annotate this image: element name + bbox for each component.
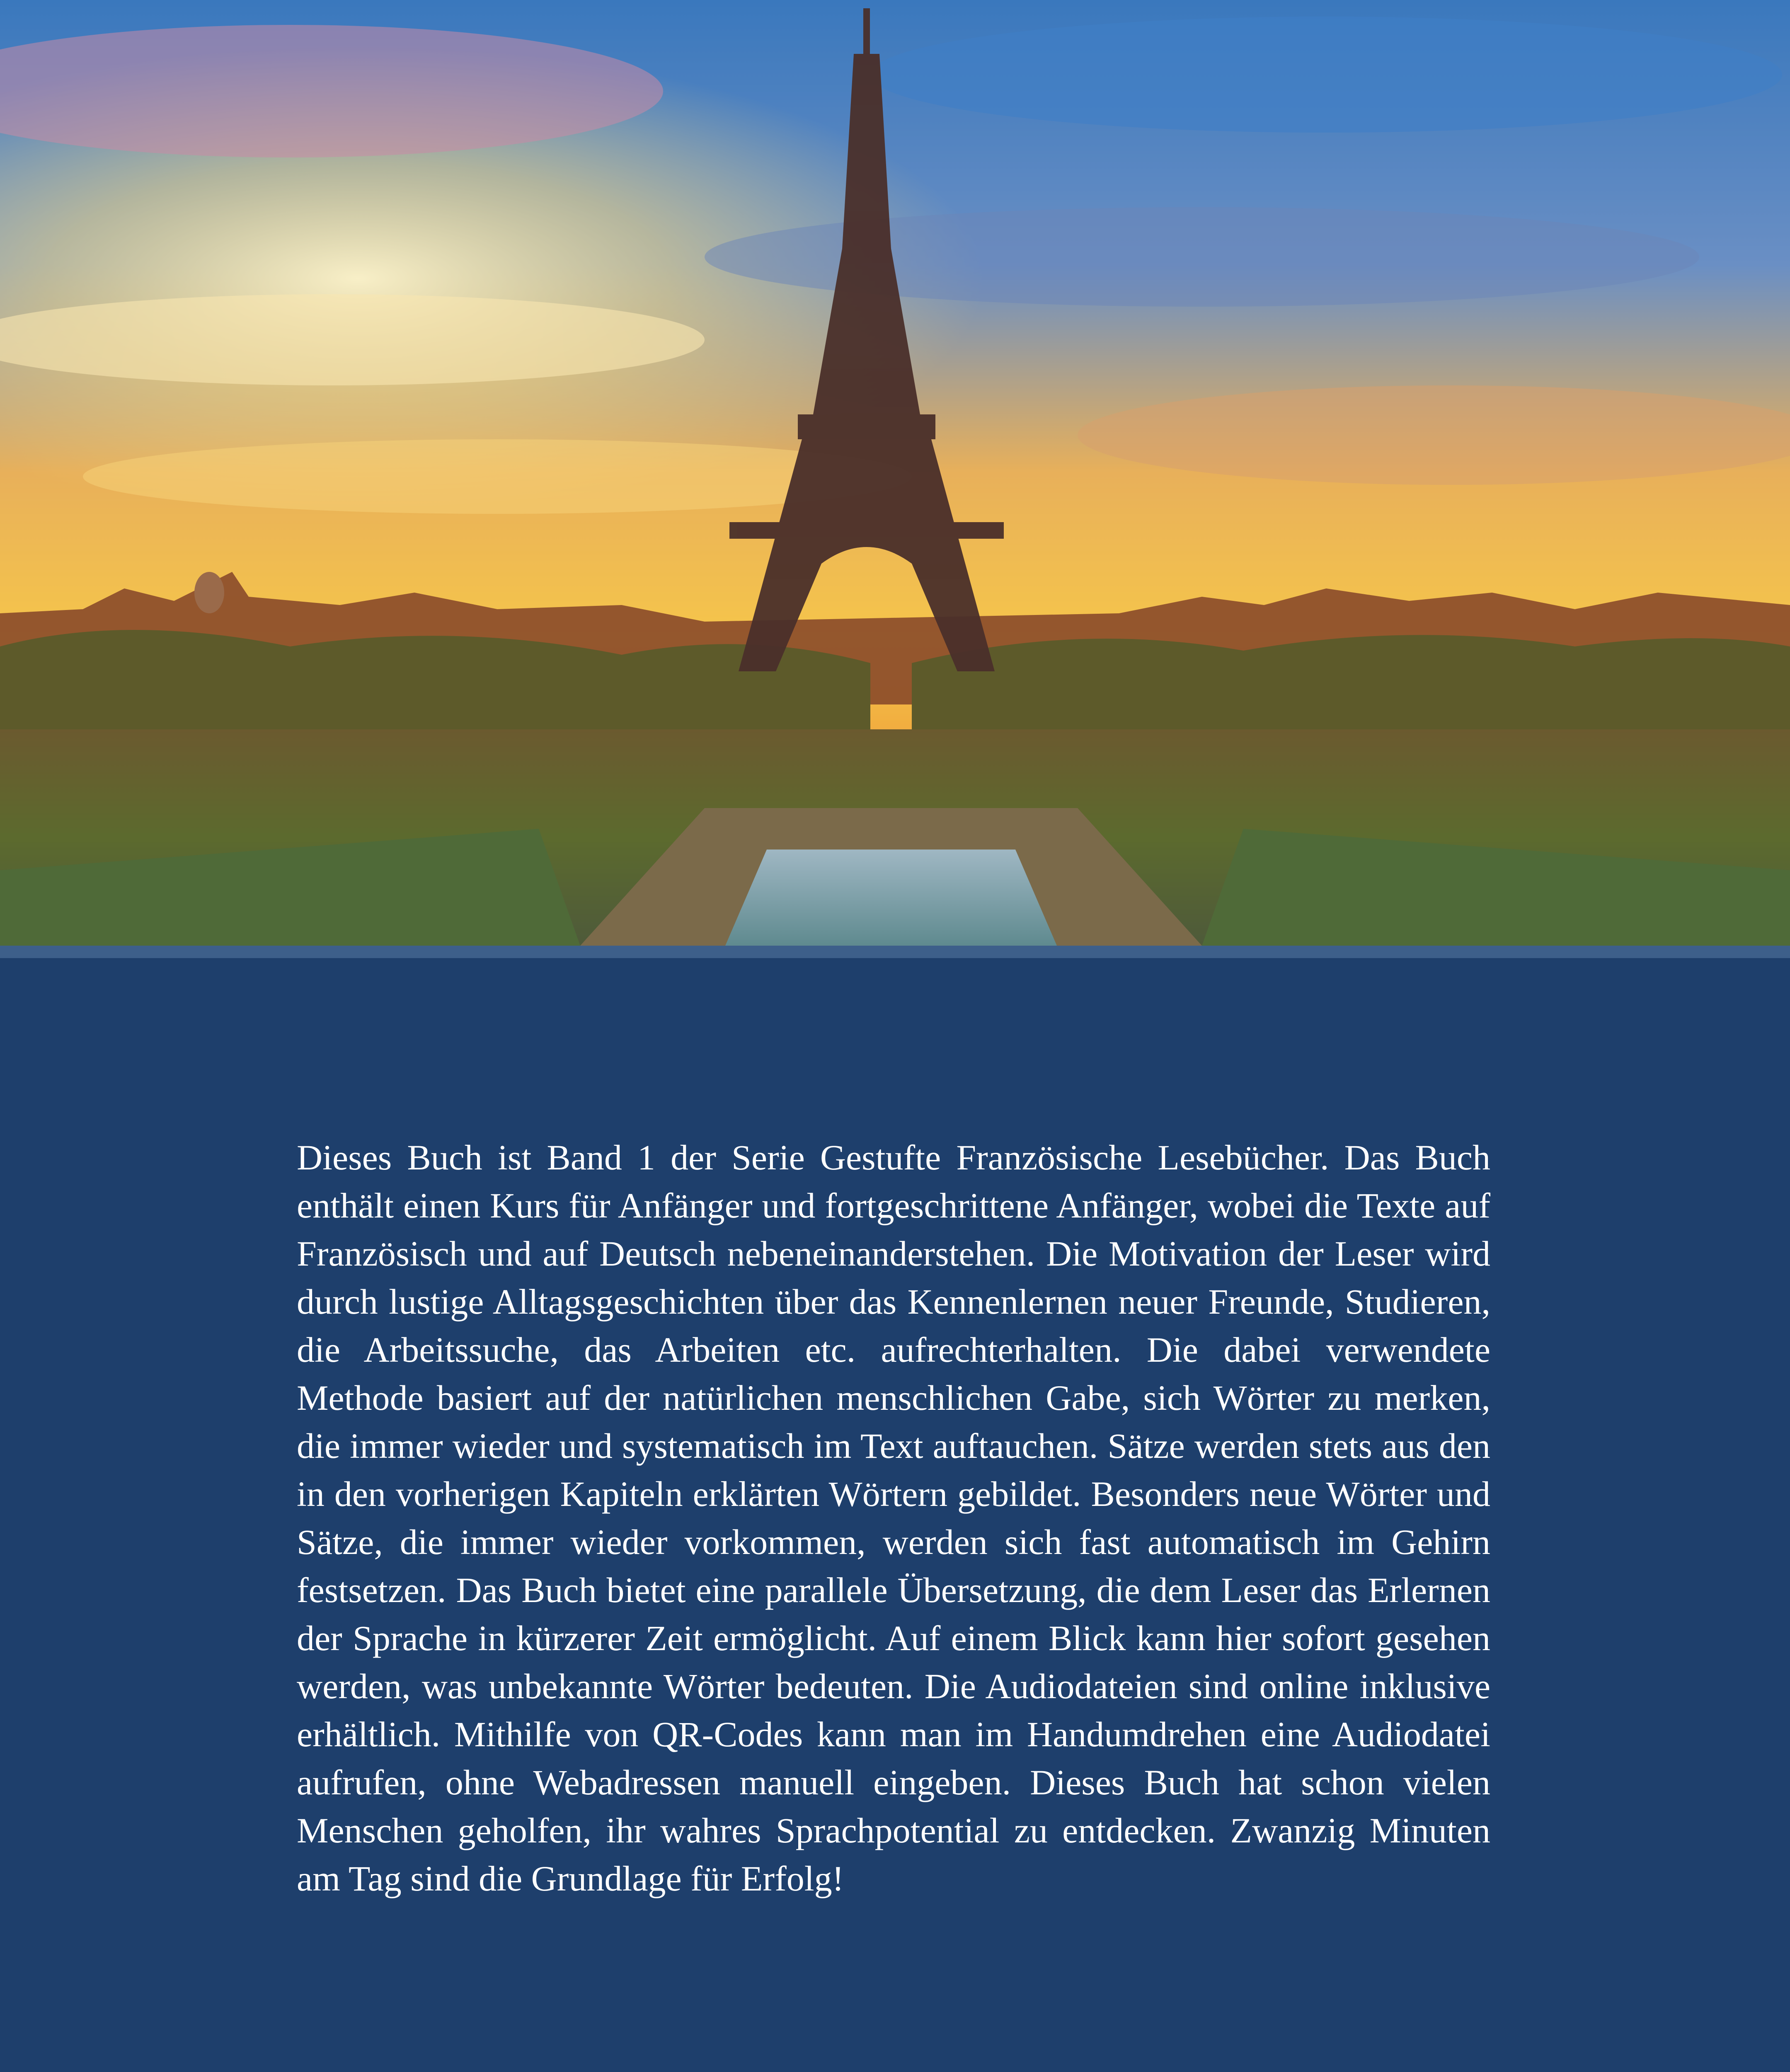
cover-image [0, 0, 1790, 946]
divider-band [0, 946, 1790, 958]
back-cover-blurb: Dieses Buch ist Band 1 der Serie Gestufte Französische Lesebücher. Das Buch enthält einen Kurs für Anfänger und fortgeschrittene Anfänger, wobei die Texte auf Französisch und auf Deutsch nebeneinanderstehen. Die Motivation der Leser wird durch lustige Alltagsgeschichten über das Kennenlernen neuer Freunde, Studieren, die Arbeitssuche, das Arbeiten etc. aufrechterhalten. Die dabei verwendete Methode basiert auf der natürlichen menschlichen Gabe, sich Wörter zu merken, die immer wieder und systematisch im Text auftauchen. Sätze werden stets aus den in den vorherigen Kapiteln erklärten Wörtern gebildet. Besonders neue Wörter und Sätze, die immer wieder vorkommen, werden sich fast automatisch im Gehirn festsetzen. Das Buch bietet eine parallele Übersetzung, die dem Leser das Erlernen der Sprache in kürzerer Zeit ermöglicht. Auf einem Blick kann hier sofort gesehen werden, was unbekannte Wörter bedeuten. Die Audiodateien sind online inklusive erhältlich. Mithilfe von QR-Codes kann man im Handumdrehen eine Audiodatei aufrufen, ohne Webadressen manuell eingeben. Dieses Buch hat schon vielen Menschen geholfen, ihr wahres Sprachpotential zu entdecken. Zwanzig Minuten am Tag sind die Grundlage für Erfolg! [297, 1138, 1490, 1898]
